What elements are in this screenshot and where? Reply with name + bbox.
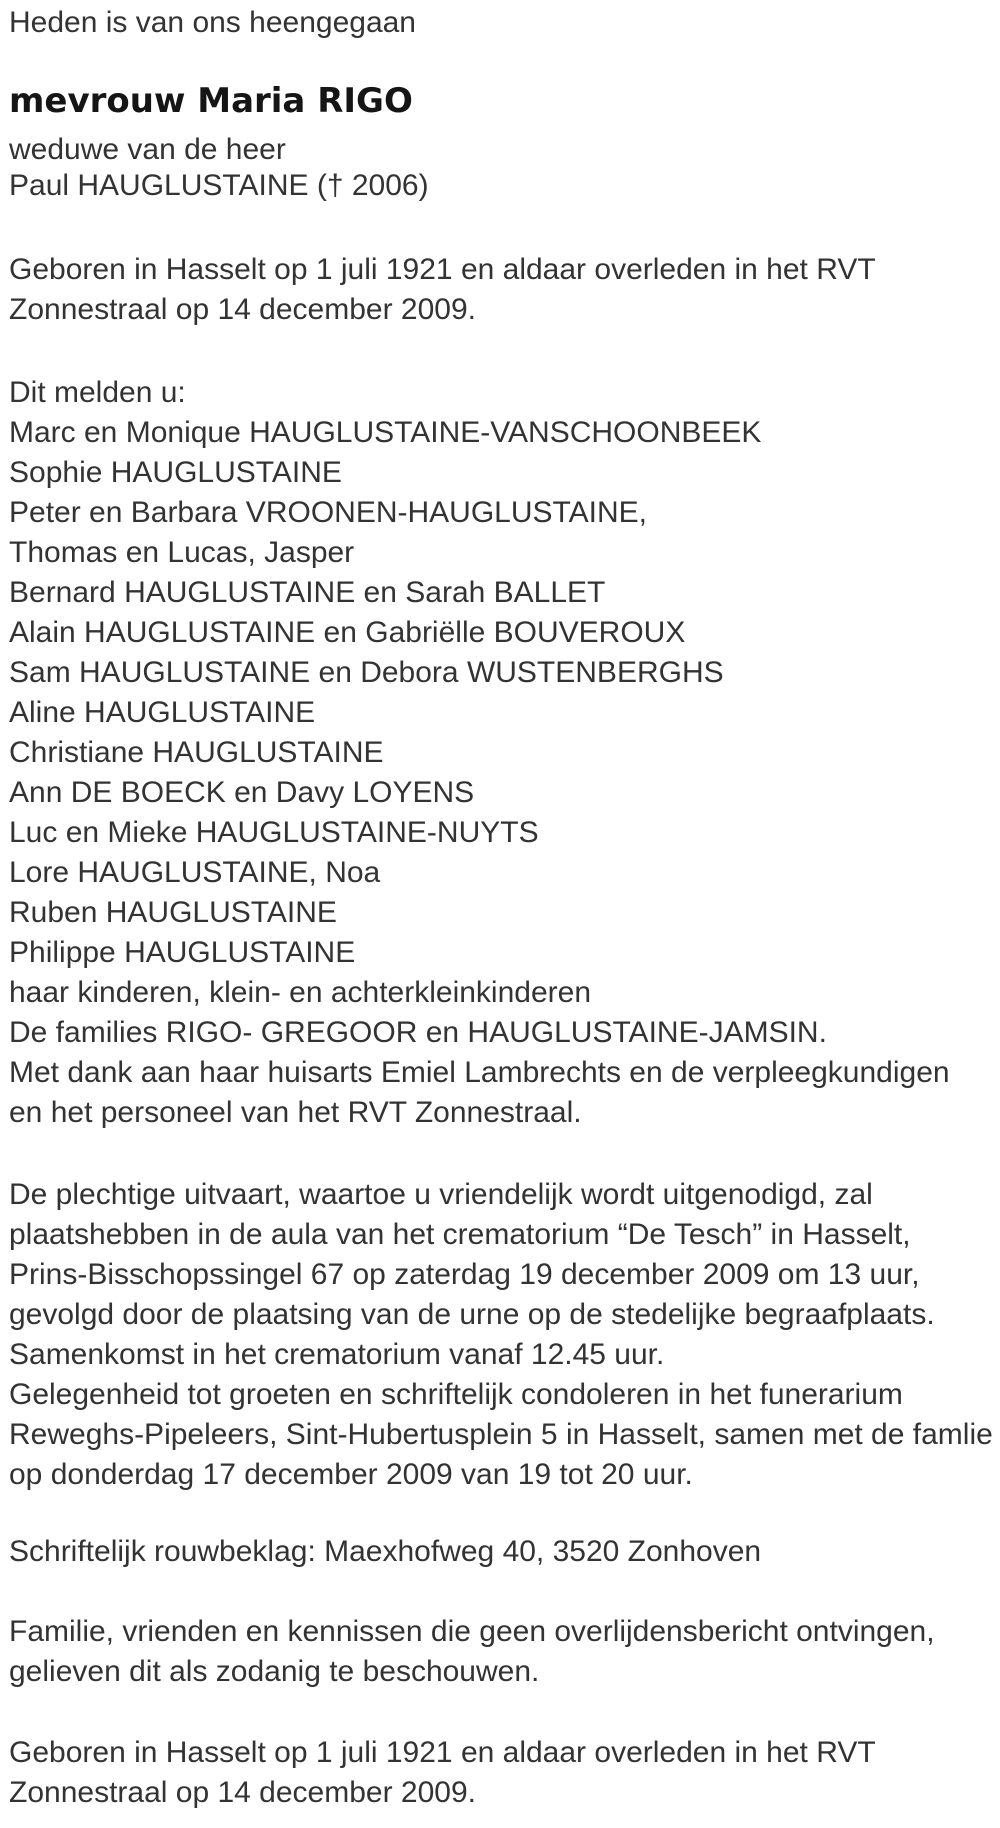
relative-line: Thomas en Lucas, Jasper <box>9 536 355 569</box>
birth-death-line: Zonnestraal op 14 december 2009. <box>9 1776 476 1809</box>
birth-death-repeat-block <box>9 1733 1000 1813</box>
funeral-line: Samenkomst in het crematorium vanaf 12.45 uur. <box>9 1338 665 1371</box>
relative-line: Ruben HAUGLUSTAINE <box>9 896 337 929</box>
late-husband-line: Paul HAUGLUSTAINE († 2006) <box>9 169 429 202</box>
relative-line: Peter en Barbara VROONEN-HAUGLUSTAINE, <box>9 496 647 529</box>
birth-death-line: Zonnestraal op 14 december 2009. <box>9 293 476 326</box>
thanks-line: en het personeel van het RVT Zonnestraal. <box>9 1096 582 1129</box>
announcement-heading: Dit melden u: <box>9 376 186 409</box>
relative-line: haar kinderen, klein- en achterkleinkinderen <box>9 976 592 1009</box>
funeral-line: plaatshebben in de aula van het crematorium “De Tesch” in Hasselt, <box>9 1218 911 1251</box>
relative-line: Marc en Monique HAUGLUSTAINE-VANSCHOONBEEK <box>9 416 762 449</box>
opening-line: Heden is van ons heengegaan <box>9 6 416 39</box>
funeral-line: gevolgd door de plaatsing van de urne op de stedelijke begraafplaats. <box>9 1298 935 1331</box>
widow-of-line: weduwe van de heer <box>9 133 286 166</box>
thanks-line: Met dank aan haar huisarts Emiel Lambrechts en de verpleegkundigen <box>9 1056 950 1089</box>
relative-line: De families RIGO- GREGOOR en HAUGLUSTAINE-JAMSIN. <box>9 1016 827 1049</box>
written-condolence-line: Schriftelijk rouwbeklag: Maexhofweg 40, 3520 Zonhoven <box>9 1535 762 1568</box>
relative-line: Aline HAUGLUSTAINE <box>9 696 316 729</box>
relative-line: Ann DE BOECK en Davy LOYENS <box>9 776 475 809</box>
relative-line: Philippe HAUGLUSTAINE <box>9 936 356 969</box>
relative-line: Bernard HAUGLUSTAINE en Sarah BALLET <box>9 576 606 609</box>
written-condolence-block <box>9 1532 1000 1572</box>
funeral-line: op donderdag 17 december 2009 van 19 tot 20 uur. <box>9 1458 693 1491</box>
funeral-line: Prins-Bisschopssingel 67 op zaterdag 19 december 2009 om 13 uur, <box>9 1258 920 1291</box>
notice-line: Familie, vrienden en kennissen die geen overlijdensbericht ontvingen, <box>9 1615 935 1648</box>
birth-death-line: Geboren in Hasselt op 1 juli 1921 en aldaar overleden in het RVT <box>9 1736 876 1769</box>
relative-line: Sam HAUGLUSTAINE en Debora WUSTENBERGHS <box>9 656 724 689</box>
widow-of-block <box>9 132 1000 204</box>
relative-line: Luc en Mieke HAUGLUSTAINE-NUYTS <box>9 816 539 849</box>
relative-line: Alain HAUGLUSTAINE en Gabriëlle BOUVEROUX <box>9 616 686 649</box>
relative-line: Christiane HAUGLUSTAINE <box>9 736 384 769</box>
relative-line: Sophie HAUGLUSTAINE <box>9 456 342 489</box>
funeral-line: Reweghs-Pipeleers, Sint-Hubertusplein 5 in Hasselt, samen met de famlie <box>9 1418 993 1451</box>
deceased-name: mevrouw Maria RIGO <box>9 81 413 121</box>
funeral-line: De plechtige uitvaart, waartoe u vriendelijk wordt uitgenodigd, zal <box>9 1178 873 1211</box>
birth-death-line: Geboren in Hasselt op 1 juli 1921 en aldaar overleden in het RVT <box>9 253 876 286</box>
notice-line: gelieven dit als zodanig te beschouwen. <box>9 1655 540 1688</box>
relative-line: Lore HAUGLUSTAINE, Noa <box>9 856 381 889</box>
funeral-details-block <box>9 1175 1000 1495</box>
announcement-block <box>9 373 1000 1133</box>
notice-block <box>9 1612 1000 1692</box>
birth-death-block <box>9 250 1000 330</box>
funeral-line: Gelegenheid tot groeten en schriftelijk condoleren in het funerarium <box>9 1378 903 1411</box>
